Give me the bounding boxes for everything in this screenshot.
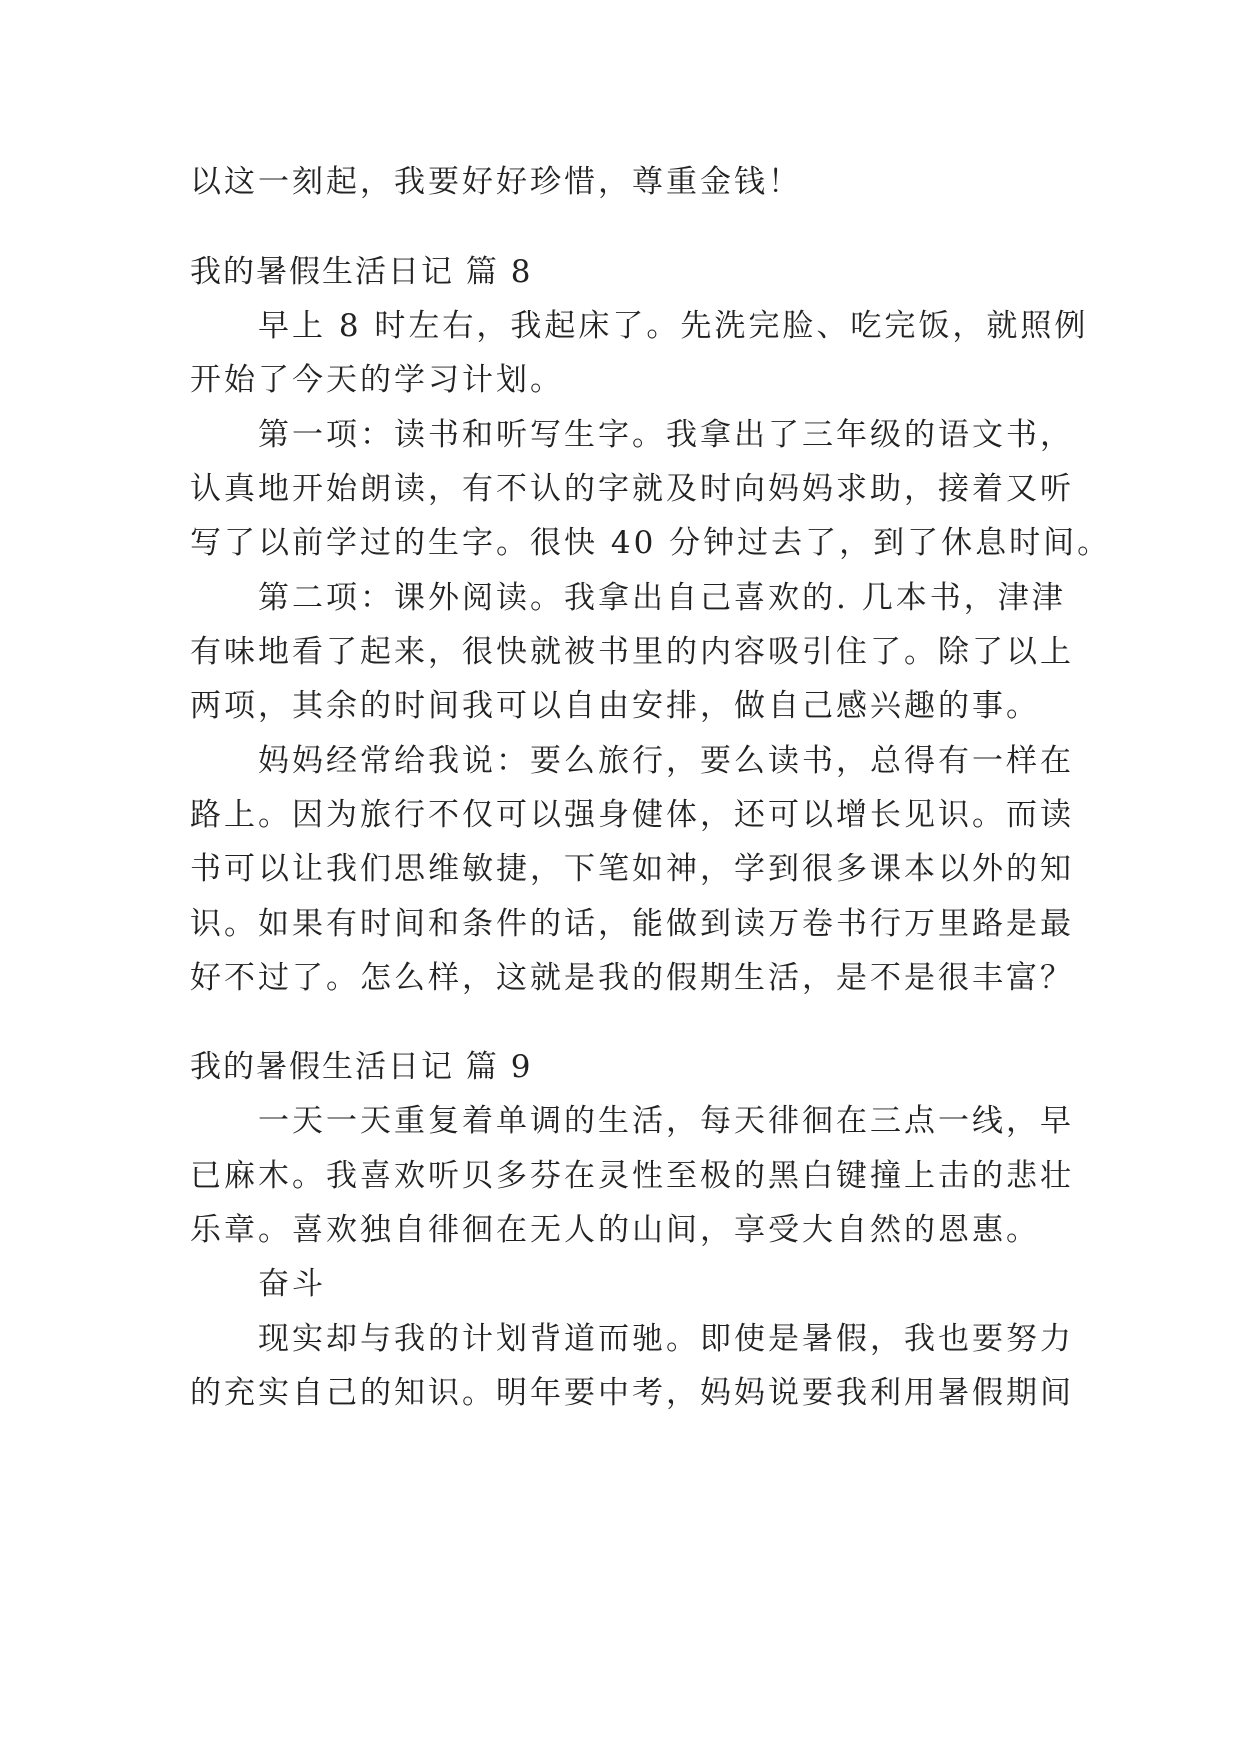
paragraph-line: 开始了今天的学习计划。	[190, 362, 564, 398]
paragraph-line: 乐章。喜欢独自徘徊在无人的山间，享受大自然的恩惠。	[190, 1212, 1040, 1248]
paragraph-line: 识。如果有时间和条件的话，能做到读万卷书行万里路是最	[190, 906, 1074, 942]
paragraph-line: 现实却与我的计划背道而驰。即使是暑假，我也要努力	[258, 1321, 1074, 1357]
paragraph-line: 有味地看了起来，很快就被书里的内容吸引住了。除了以上	[190, 634, 1074, 670]
paragraph-line: 路上。因为旅行不仅可以强身健体，还可以增长见识。而读	[190, 797, 1074, 833]
paragraph-line: 的充实自己的知识。明年要中考，妈妈说要我利用暑假期间	[190, 1375, 1074, 1411]
paragraph-line: 好不过了。怎么样，这就是我的假期生活，是不是很丰富？	[190, 960, 1074, 996]
paragraph-line: 第一项：读书和听写生字。我拿出了三年级的语文书，	[258, 417, 1074, 453]
paragraph-line: 一天一天重复着单调的生活，每天徘徊在三点一线，早	[258, 1103, 1074, 1139]
section-9-title: 我的暑假生活日记 篇 9	[190, 1049, 533, 1085]
paragraph-line: 两项，其余的时间我可以自由安排，做自己感兴趣的事。	[190, 688, 1040, 724]
paragraph-line: 早上 8 时左右，我起床了。先洗完脸、吃完饭，就照例	[258, 308, 1089, 344]
paragraph-line: 妈妈经常给我说：要么旅行，要么读书，总得有一样在	[258, 743, 1074, 779]
section-8-title: 我的暑假生活日记 篇 8	[190, 254, 533, 290]
paragraph-line: 已麻木。我喜欢听贝多芬在灵性至极的黑白键撞上击的悲壮	[190, 1158, 1074, 1194]
paragraph-line: 书可以让我们思维敏捷，下笔如神，学到很多课本以外的知	[190, 851, 1074, 887]
subheading-line: 奋斗	[258, 1266, 326, 1302]
paragraph-line: 写了以前学过的生字。很快 40 分钟过去了，到了休息时间。	[190, 525, 1112, 561]
paragraph-line: 第二项：课外阅读。我拿出自己喜欢的. 几本书，津津	[258, 580, 1066, 616]
intro-line: 以这一刻起，我要好好珍惜，尊重金钱！	[190, 164, 802, 200]
paragraph-line: 认真地开始朗读，有不认的字就及时向妈妈求助，接着又听	[190, 471, 1074, 507]
